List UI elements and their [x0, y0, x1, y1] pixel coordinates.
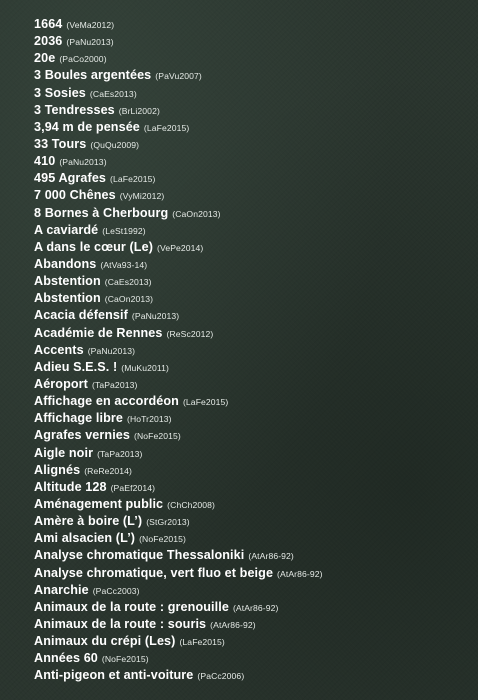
entry-title: Adieu S.E.S. ! [34, 359, 118, 374]
entry-title: Aéroport [34, 376, 88, 391]
entry-reference: (QuQu2009) [90, 139, 140, 150]
entry-title: 410 [34, 154, 56, 169]
entry-reference: (CaEs2013) [89, 88, 137, 99]
entry-title: Aigle noir [34, 445, 94, 460]
index-entry [34, 461, 323, 478]
entry-reference: (LaFe2015) [182, 397, 229, 408]
index-entry [34, 615, 323, 632]
entry-reference: (AtAr86-92) [248, 551, 294, 562]
entry-title: Altitude 128 [34, 479, 107, 494]
entry-title: 33 Tours [34, 136, 87, 151]
index-entry [34, 204, 323, 221]
index-entry [34, 66, 323, 83]
entry-title: Animaux de la route : grenouille [34, 599, 229, 614]
index-entry [34, 84, 323, 101]
entry-reference: (CaOn2013) [104, 294, 154, 305]
index-entry [34, 581, 323, 598]
entry-title: Alignés [34, 462, 81, 477]
entry-title: Agrafes vernies [34, 428, 131, 443]
index-entry [34, 341, 323, 358]
entry-reference: (AtAr86-92) [277, 568, 323, 579]
entry-title: 495 Agrafes [34, 171, 107, 186]
entry-title: 3 Tendresses [34, 102, 115, 117]
entry-reference: (VePe2014) [157, 242, 204, 253]
index-entry [34, 49, 323, 66]
entry-reference: (HoTr2013) [126, 414, 172, 425]
entry-title: Affichage libre [34, 411, 123, 426]
entry-reference: (ChCh2008) [167, 499, 215, 510]
entry-reference: (PaNu2013) [87, 345, 136, 356]
index-entry [34, 495, 323, 512]
index-entry [34, 666, 323, 683]
entry-reference: (VyMi2012) [119, 191, 165, 202]
index-entry [34, 289, 323, 306]
index-entry [34, 649, 323, 666]
entry-title: 7 000 Chênes [34, 188, 116, 203]
index-entry [34, 272, 323, 289]
index-entry [34, 255, 323, 272]
entry-reference: (PaEf2014) [110, 482, 156, 493]
entry-title: Analyse chromatique, vert fluo et beige [34, 565, 274, 580]
index-entry [34, 598, 323, 615]
entry-title: 2036 [34, 34, 63, 49]
entry-title: 3 Boules argentées [34, 68, 152, 83]
entry-title: Aménagement public [34, 496, 164, 511]
index-entry [34, 529, 323, 546]
entry-reference: (NoFe2015) [101, 654, 149, 665]
index-entry [34, 152, 323, 169]
entry-reference: (AtAr86-92) [210, 619, 256, 630]
entry-title: Amère à boire (L’) [34, 514, 143, 529]
index-entry [34, 186, 323, 203]
index-entry [34, 221, 323, 238]
entry-title: Années 60 [34, 651, 98, 666]
entry-reference: (LaFe2015) [143, 122, 190, 133]
entry-reference: (TaPa2013) [91, 379, 138, 390]
entry-reference: (LaFe2015) [110, 174, 156, 185]
entry-title: A dans le cœur (Le) [34, 239, 153, 254]
entry-title: Anarchie [34, 582, 89, 597]
index-entry [34, 15, 323, 32]
index-entry [34, 375, 323, 392]
index-entry [34, 32, 323, 49]
index-entry [34, 392, 323, 409]
entry-title: Analyse chromatique Thessaloniki [34, 548, 245, 563]
entry-title: 3,94 m de pensée [34, 119, 140, 134]
entry-reference: (NoFe2015) [134, 431, 181, 442]
entry-title: Animaux de la route : souris [34, 616, 207, 631]
entry-reference: (PaNu2013) [131, 311, 180, 322]
entry-reference: (LeSt1992) [102, 225, 146, 236]
entry-reference: (PaCc2003) [92, 585, 140, 596]
entry-title: 8 Bornes à Cherbourg [34, 205, 169, 220]
index-entry [34, 478, 323, 495]
entry-reference: (AtVa93-14) [100, 259, 148, 270]
index-entry [34, 306, 323, 323]
entry-reference: (CaEs2013) [104, 277, 152, 288]
entry-reference: (CaOn2013) [172, 208, 221, 219]
index-entry [34, 546, 323, 563]
entry-title: Accents [34, 342, 84, 357]
entry-title: Anti-pigeon et anti-voiture [34, 668, 194, 683]
index-entry [34, 426, 323, 443]
entry-reference: (PaNu2013) [59, 157, 107, 168]
entry-reference: (VeMa2012) [66, 20, 115, 30]
entry-title: Animaux du crépi (Les) [34, 634, 176, 649]
index-entry [34, 118, 323, 135]
entry-reference: (ReSc2012) [166, 328, 214, 339]
index-entry [34, 324, 323, 341]
entry-title: Ami alsacien (L’) [34, 531, 136, 546]
entry-title: Abstention [34, 291, 101, 306]
entry-reference: (AtAr86-92) [232, 602, 279, 613]
entry-title: Acacia défensif [34, 308, 128, 323]
index-entry [34, 135, 323, 152]
entry-reference: (PaNu2013) [66, 37, 114, 48]
index-entry [34, 238, 323, 255]
entry-title: Académie de Rennes [34, 325, 163, 340]
entry-title: Abstention [34, 274, 101, 289]
entry-reference: (TaPa2013) [97, 448, 143, 459]
entry-reference: (PaCc2006) [197, 671, 245, 682]
entry-reference: (StGr2013) [146, 517, 190, 528]
entry-reference: (BrLi2002) [118, 105, 160, 116]
entry-reference: (PaCo2000) [59, 54, 107, 65]
index-entry [34, 169, 323, 186]
entry-reference: (MuKu2011) [121, 362, 169, 373]
entry-title: Affichage en accordéon [34, 394, 179, 409]
index-entry [34, 101, 323, 118]
index-list [34, 15, 323, 683]
index-entry [34, 632, 323, 649]
entry-title: 20e [34, 51, 56, 66]
index-entry [34, 409, 323, 426]
entry-reference: (PaVu2007) [155, 71, 202, 82]
entry-title: 1664 [34, 17, 63, 31]
entry-reference: (NoFe2015) [139, 534, 186, 545]
index-entry [34, 512, 323, 529]
entry-reference: (LaFe2015) [179, 637, 225, 648]
index-entry [34, 358, 323, 375]
entry-title: Abandons [34, 256, 97, 271]
entry-title: 3 Sosies [34, 85, 86, 100]
entry-title: A caviardé [34, 222, 99, 237]
entry-reference: (ReRe2014) [84, 465, 132, 476]
index-entry [34, 564, 323, 581]
index-entry [34, 444, 323, 461]
